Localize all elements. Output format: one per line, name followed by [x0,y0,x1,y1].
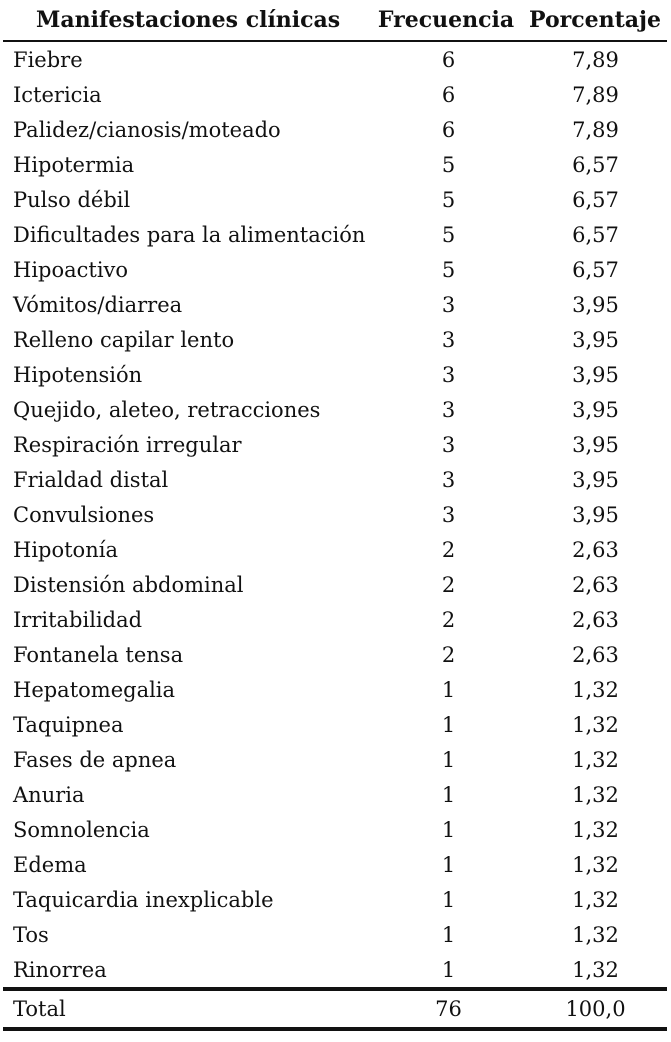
frequency-cell: 1 [441,817,456,842]
manifestation-cell: Frialdad distal [13,467,169,492]
frequency-cell: 1 [441,782,456,807]
frequency-cell: 1 [441,957,456,982]
table-row [3,112,667,147]
percentage-cell: 7,89 [572,82,619,107]
table-row [3,287,667,322]
percentage-cell: 3,95 [572,327,619,352]
percentage-cell: 2,63 [572,572,619,597]
header-manifestation: Manifestaciones clínicas [3,0,373,41]
table-row [3,567,667,602]
table-footer [3,989,667,1029]
manifestation-cell: Respiración irregular [13,432,242,457]
manifestation-cell: Taquicardia inexplicable [13,887,274,912]
manifestation-cell: Fiebre [13,47,83,72]
table-body [3,41,667,989]
table-row [3,462,667,497]
manifestation-cell: Hipoactivo [13,257,129,282]
percentage-cell: 3,95 [572,362,619,387]
percentage-cell: 3,95 [572,292,619,317]
table-row [3,182,667,217]
frequency-cell: 5 [441,187,456,212]
manifestation-cell: Ictericia [13,82,102,107]
percentage-cell: 7,89 [572,117,619,142]
percentage-cell: 6,57 [572,152,619,177]
manifestation-cell: Distensión abdominal [13,572,244,597]
manifestation-cell: Hipotensión [13,362,143,387]
frequency-cell: 3 [441,327,456,352]
frequency-cell: 1 [441,747,456,772]
frequency-cell: 2 [441,537,456,562]
manifestation-cell: Hipotonía [13,537,118,562]
frequency-cell: 6 [441,117,456,142]
header-percentage: Porcentaje [519,0,667,41]
header-row [3,0,667,41]
total-label: Total [3,989,373,1029]
manifestation-cell: Relleno capilar lento [13,327,235,352]
table-row [3,777,667,812]
frequency-cell: 1 [441,887,456,912]
header-frequency: Frecuencia [373,0,519,41]
frequency-cell: 1 [441,922,456,947]
frequency-cell: 1 [441,852,456,877]
table-row [3,672,667,707]
table-row [3,77,667,112]
table-row [3,392,667,427]
manifestation-cell: Fontanela tensa [13,642,184,667]
frequency-cell: 1 [441,677,456,702]
manifestation-cell: Quejido, aleteo, retracciones [13,397,321,422]
table-row [3,952,667,989]
table-row [3,812,667,847]
manifestation-cell: Pulso débil [13,187,131,212]
percentage-cell: 1,32 [572,852,619,877]
percentage-cell: 1,32 [572,747,619,772]
manifestation-cell: Somnolencia [13,817,150,842]
table-row [3,217,667,252]
manifestation-cell: Convulsiones [13,502,155,527]
manifestation-cell: Vómitos/diarrea [13,292,183,317]
table-header [3,0,667,41]
table-row [3,252,667,287]
percentage-cell: 1,32 [572,677,619,702]
percentage-cell: 6,57 [572,257,619,282]
manifestation-cell: Dificultades para la alimentación [13,222,366,247]
percentage-cell: 3,95 [572,397,619,422]
manifestation-cell: Rinorrea [13,957,107,982]
percentage-cell: 7,89 [572,47,619,72]
table-row [3,532,667,567]
table-row [3,847,667,882]
percentage-cell: 1,32 [572,957,619,982]
table-row [3,602,667,637]
frequency-cell: 1 [441,712,456,737]
total-frequency: 76 [373,989,519,1029]
percentage-cell: 1,32 [572,922,619,947]
frequency-cell: 3 [441,397,456,422]
frequency-cell: 3 [441,502,456,527]
frequency-cell: 6 [441,82,456,107]
frequency-cell: 5 [441,152,456,177]
frequency-cell: 2 [441,572,456,597]
percentage-cell: 2,63 [572,537,619,562]
manifestation-cell: Hipotermia [13,152,135,177]
manifestation-cell: Fases de apnea [13,747,177,772]
percentage-cell: 1,32 [572,712,619,737]
clinical-manifestations-table [3,0,667,1031]
total-percentage: 100,0 [519,989,667,1029]
percentage-cell: 2,63 [572,607,619,632]
table-row [3,427,667,462]
frequency-cell: 5 [441,222,456,247]
manifestation-cell: Tos [13,922,49,947]
frequency-cell: 3 [441,362,456,387]
manifestation-cell: Palidez/cianosis/moteado [13,117,281,142]
table-row [3,322,667,357]
manifestation-cell: Taquipnea [13,712,124,737]
table-row [3,742,667,777]
table-row [3,882,667,917]
percentage-cell: 3,95 [572,467,619,492]
frequency-cell: 5 [441,257,456,282]
frequency-cell: 2 [441,607,456,632]
frequency-cell: 3 [441,432,456,457]
percentage-cell: 1,32 [572,782,619,807]
table-row [3,357,667,392]
clinical-manifestations-table-container [3,0,667,1031]
percentage-cell: 3,95 [572,432,619,457]
manifestation-cell: Edema [13,852,87,877]
manifestation-cell: Anuria [13,782,85,807]
table-row [3,147,667,182]
total-row [3,989,667,1029]
manifestation-cell: Irritabilidad [13,607,143,632]
table-row [3,637,667,672]
table-row [3,497,667,532]
frequency-cell: 2 [441,642,456,667]
table-row [3,41,667,77]
table-row [3,917,667,952]
frequency-cell: 3 [441,467,456,492]
table-row [3,707,667,742]
percentage-cell: 1,32 [572,887,619,912]
percentage-cell: 6,57 [572,187,619,212]
percentage-cell: 1,32 [572,817,619,842]
frequency-cell: 6 [441,47,456,72]
percentage-cell: 2,63 [572,642,619,667]
percentage-cell: 6,57 [572,222,619,247]
manifestation-cell: Hepatomegalia [13,677,176,702]
frequency-cell: 3 [441,292,456,317]
percentage-cell: 3,95 [572,502,619,527]
